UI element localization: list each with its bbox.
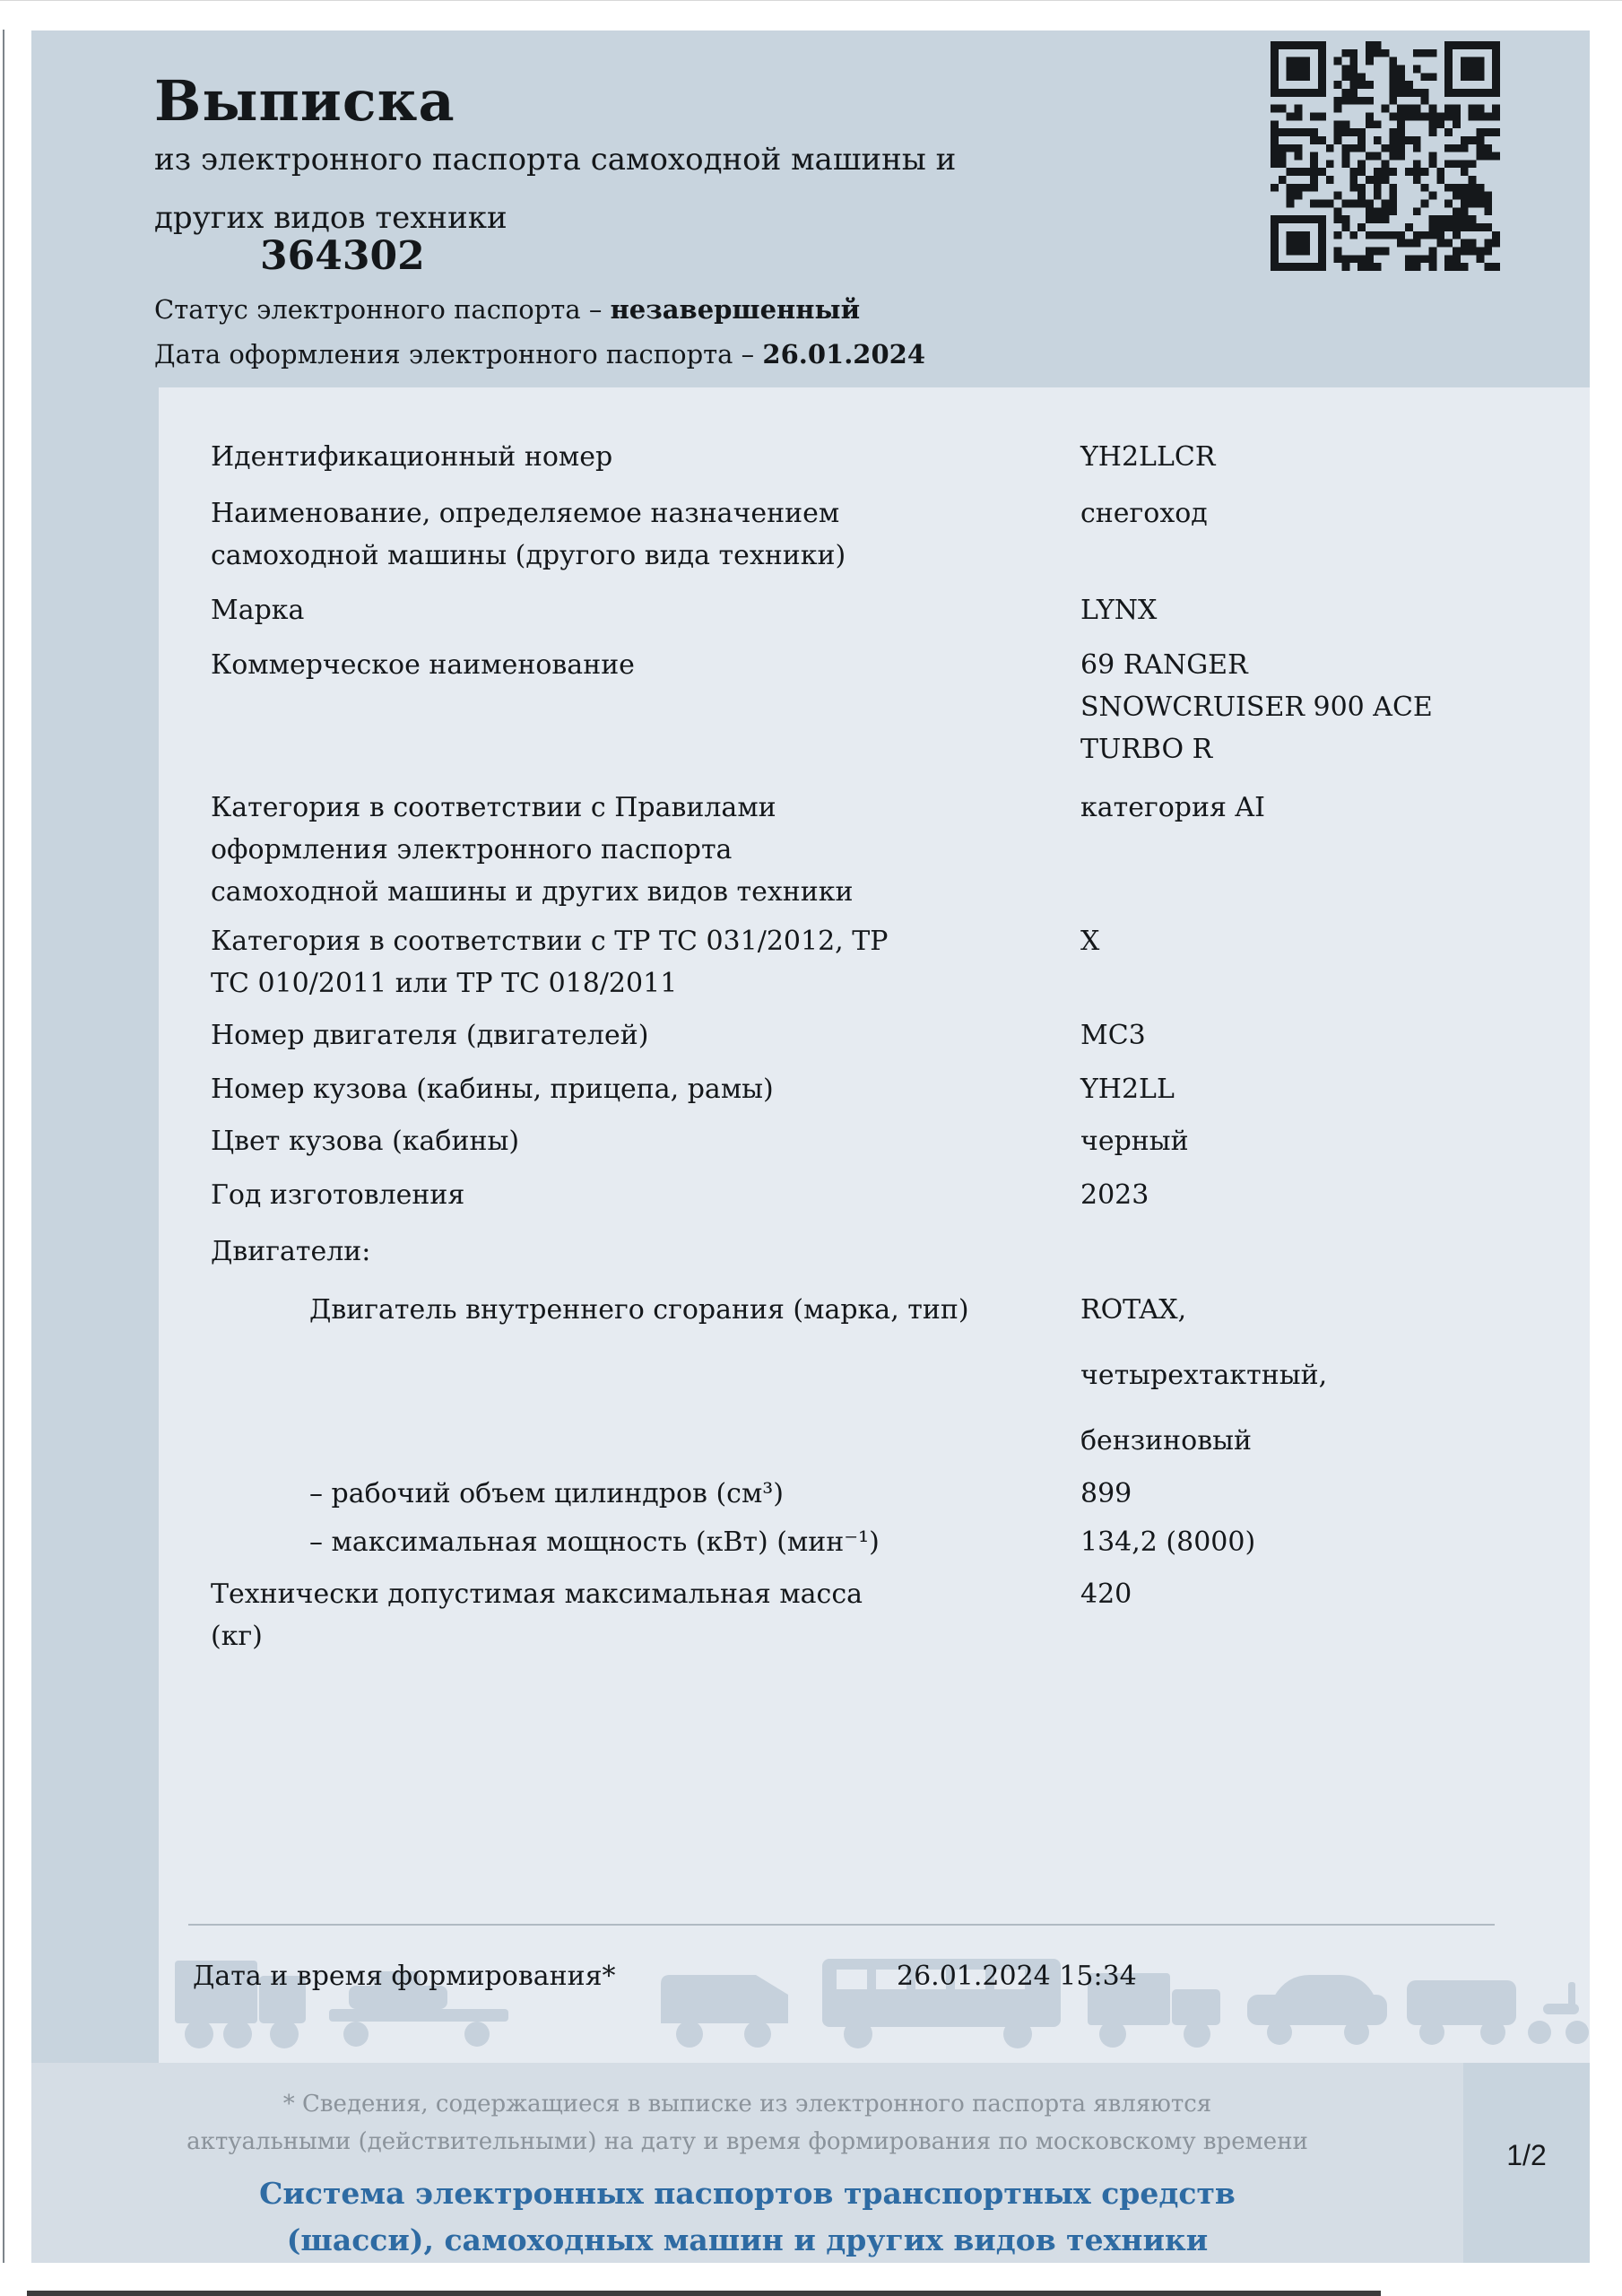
table-row-value	[1080, 644, 1433, 770]
table-row-value-line: категория AI	[1080, 792, 1265, 823]
table-row-value-line: MC3	[1080, 1020, 1146, 1051]
table-row-label-line: Год изготовления	[211, 1179, 465, 1211]
table-row-label-line: – максимальная мощность (кВт) (мин⁻¹)	[309, 1526, 880, 1558]
table-row-label-line: Коммерческое наименование	[211, 649, 635, 681]
table-row-label	[211, 1068, 774, 1110]
table-row-value	[1080, 492, 1208, 535]
table-row-label	[211, 787, 854, 913]
footnote-line1: * Сведения, содержащиеся в выписке из электронного паспорта являются	[282, 2091, 1212, 2118]
table-row-value	[1080, 1289, 1327, 1462]
table-row-value	[1080, 1068, 1175, 1110]
table-row-label	[211, 1573, 863, 1657]
table-row-value-line: бензиновый	[1080, 1425, 1252, 1457]
table-row-value-line: 420	[1080, 1578, 1132, 1610]
table-row-label-line: Категория в соответствии с ТР ТС 031/2012, ТР	[211, 926, 889, 957]
table-row-value	[1080, 787, 1265, 829]
page-indicator: 1/2	[1506, 2139, 1547, 2171]
table-row-value-line: 899	[1080, 1478, 1132, 1509]
passport-status-value: незавершенный	[610, 294, 861, 325]
generation-date-value: 26.01.2024 15:34	[897, 1961, 1137, 1992]
qr-code-icon	[1271, 41, 1500, 271]
table-row-label-line: Категория в соответствии с Правилами	[211, 792, 776, 823]
table-row-value	[1080, 1174, 1149, 1216]
table-row-label	[211, 1120, 519, 1162]
table-row-label-line: Номер двигателя (двигателей)	[211, 1020, 649, 1051]
table-row-label-line: Цвет кузова (кабины)	[211, 1126, 520, 1157]
system-name-line1: Система электронных паспортов транспортных средств	[259, 2176, 1236, 2211]
page-subtitle-line1: из электронного паспорта самоходной машины и	[154, 142, 957, 178]
table-row-value-line: SNOWCRUISER 900 ACE	[1080, 691, 1433, 723]
passport-issue-date-line	[154, 339, 925, 370]
table-row-label	[211, 1174, 464, 1216]
window-bottom-border	[27, 2291, 1381, 2296]
table-row-value	[1080, 1521, 1255, 1563]
table-row-label	[211, 589, 304, 631]
table-row-label-line: самоходной машины (другого вида техники)	[211, 540, 846, 571]
table-row-label-line: – рабочий объем цилиндров (см³)	[309, 1478, 785, 1509]
table-row-value	[1080, 1120, 1189, 1162]
table-row-label-line: Технически допустимая максимальная масса	[211, 1578, 863, 1610]
table-row-value	[1080, 920, 1099, 962]
page-indicator-region	[1463, 2063, 1590, 2263]
table-row-value-line: YH2LLCR	[1080, 441, 1216, 473]
table-row-value-line: X	[1080, 926, 1100, 957]
table-row-label	[211, 436, 612, 478]
page-title: Выписка	[154, 68, 455, 134]
passport-extract-page	[31, 30, 1590, 2263]
table-row-value	[1080, 436, 1215, 478]
table-row-value-line: LYNX	[1080, 595, 1158, 626]
table-row-label	[309, 1289, 969, 1331]
table-row-label-line: Идентификационный номер	[211, 441, 613, 473]
content-panel	[159, 387, 1590, 2063]
table-row-label	[211, 920, 888, 1004]
table-row-value	[1080, 1014, 1146, 1057]
passport-issue-date-label: Дата оформления электронного паспорта –	[154, 339, 763, 370]
passport-status-line	[154, 294, 860, 325]
generation-date-label: Дата и время формирования*	[193, 1961, 616, 1992]
footer-divider-line	[188, 1924, 1495, 1926]
table-row-value-line: TURBO R	[1080, 734, 1213, 765]
table-row-value-line: 69 RANGER	[1080, 649, 1248, 681]
table-row-label-line: Двигатели:	[211, 1236, 371, 1267]
page-subtitle-line2: других видов техники	[154, 200, 507, 236]
table-row-label	[211, 1014, 648, 1057]
table-row-label	[211, 492, 846, 577]
table-row-label-line: (кг)	[211, 1621, 263, 1652]
passport-issue-date-value: 26.01.2024	[762, 339, 926, 370]
system-name-line2: (шасси), самоходных машин и других видов техники	[286, 2222, 1209, 2257]
passport-status-label: Статус электронного паспорта –	[154, 294, 611, 325]
table-row-label	[211, 1231, 370, 1273]
table-row-value-line: черный	[1080, 1126, 1189, 1157]
table-row-value-line: ROTAX,	[1080, 1294, 1187, 1326]
passport-number: 364302	[260, 233, 425, 279]
table-row-label	[211, 644, 635, 686]
table-row-value	[1080, 1573, 1132, 1615]
footer-band	[31, 2063, 1463, 2263]
table-row-value-line: снегоход	[1080, 498, 1208, 529]
table-row-value-line: 134,2 (8000)	[1080, 1526, 1256, 1558]
table-row-value-line: 2023	[1080, 1179, 1149, 1211]
table-row-value-line: четырехтактный,	[1080, 1360, 1328, 1391]
table-row-value-line: YH2LL	[1080, 1074, 1175, 1105]
window-left-border	[3, 30, 4, 2263]
table-row-label-line: самоходной машины и других видов техники	[211, 876, 854, 908]
table-row-label-line: Двигатель внутреннего сгорания (марка, тип)	[309, 1294, 969, 1326]
table-row-label-line: Марка	[211, 595, 305, 626]
table-row-label	[309, 1521, 880, 1563]
footnote-line2: актуальными (действительными) на дату и время формирования по московскому времени	[186, 2128, 1308, 2155]
table-row-label-line: Наименование, определяемое назначением	[211, 498, 840, 529]
window-top-border	[0, 0, 1622, 1]
table-row-value	[1080, 589, 1157, 631]
table-row-label-line: Номер кузова (кабины, прицепа, рамы)	[211, 1074, 774, 1105]
table-row-label-line: оформления электронного паспорта	[211, 834, 733, 865]
table-row-label	[309, 1473, 784, 1515]
table-row-label-line: ТС 010/2011 или ТР ТС 018/2011	[211, 968, 678, 999]
table-row-value	[1080, 1473, 1132, 1515]
